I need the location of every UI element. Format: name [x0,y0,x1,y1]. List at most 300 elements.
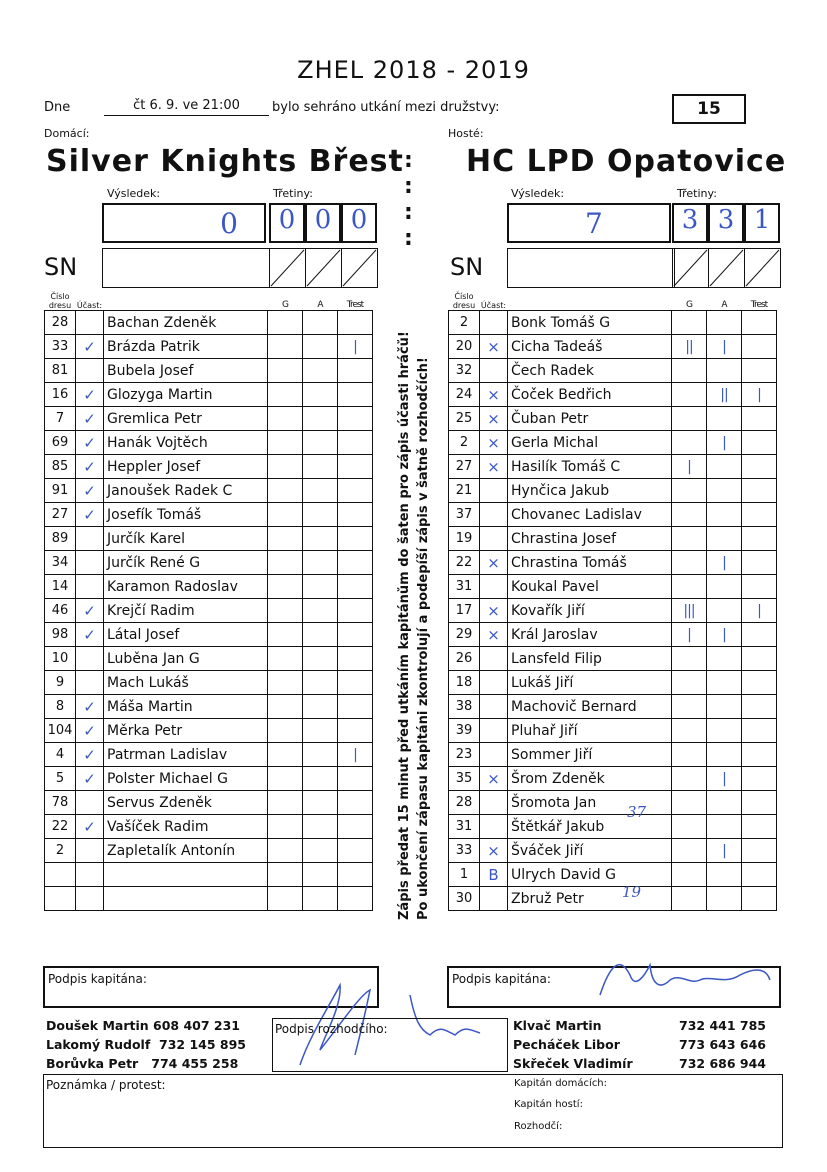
goals-mark [672,671,707,695]
participation-mark[interactable] [480,479,508,503]
player-row [45,527,373,551]
participation-mark[interactable]: ✓ [76,503,104,527]
assists-mark [707,863,742,887]
goals-mark [672,503,707,527]
participation-mark[interactable]: ✓ [76,743,104,767]
participation-mark[interactable]: ✓ [76,383,104,407]
assists-mark [303,335,338,359]
assists-mark [303,695,338,719]
player-row [45,671,373,695]
referee-sign-label: Podpis rozhodčího: [275,1022,388,1036]
away-period-1: 3 [672,203,708,243]
player-name: Čech Radek [508,359,672,383]
player-row [449,743,777,767]
jersey-number: 18 [449,671,480,695]
away-result-value: 7 [585,207,603,240]
home-result-label: Výsledek: [107,187,161,200]
player-row [45,647,373,671]
participation-mark[interactable]: × [480,839,508,863]
home-captain-label: Kapitán domácích: [514,1078,608,1089]
assists-mark: | [707,335,742,359]
participation-mark[interactable]: × [480,335,508,359]
player-name: Kovařík Jiří [508,599,672,623]
participation-mark[interactable]: × [480,623,508,647]
player-name: Hanák Vojtěch [104,431,268,455]
jersey-number: 28 [45,311,76,335]
goals-mark [672,815,707,839]
separator-dots: : : : : [404,148,413,251]
handwritten-signature-away [590,945,780,1005]
player-row [45,863,373,887]
player-row [45,383,373,407]
penalty-mark [742,503,777,527]
home-captain-sign-label: Podpis kapitána: [48,972,147,986]
participation-mark[interactable] [76,647,104,671]
penalty-mark [338,887,373,911]
participation-mark[interactable]: ✓ [76,719,104,743]
jersey-number: 10 [45,647,76,671]
player-name: Čuban Petr [508,407,672,431]
penalty-mark [742,815,777,839]
player-row [449,623,777,647]
penalty-mark [742,575,777,599]
penalty-mark [338,623,373,647]
player-row [45,311,373,335]
player-row [449,479,777,503]
participation-mark[interactable] [480,575,508,599]
away-captain-sign-label: Podpis kapitána: [452,972,551,986]
penalty-mark [338,503,373,527]
assists-mark: | [707,839,742,863]
away-result-box [507,203,671,243]
player-row [449,863,777,887]
home-periods-label: Třetiny: [273,187,313,200]
jersey-number: 46 [45,599,76,623]
assists-mark [303,791,338,815]
goals-mark [672,839,707,863]
assists-mark [707,407,742,431]
referee-label: Rozhodčí: [514,1121,563,1132]
goals-mark [672,575,707,599]
penalty-mark [742,719,777,743]
penalty-mark [338,311,373,335]
participation-mark[interactable]: ✓ [76,695,104,719]
jersey-number: 91 [45,479,76,503]
player-row [45,791,373,815]
goals-mark [268,671,303,695]
referee-sign-box[interactable] [272,1018,508,1072]
participation-mark[interactable]: ✓ [76,431,104,455]
jersey-number: 31 [449,575,480,599]
goals-mark [268,455,303,479]
assists-mark: | [707,431,742,455]
penalty-mark [338,383,373,407]
penalty-mark [742,767,777,791]
goals-mark: ||| [672,599,707,623]
home-period-2: 0 [305,203,341,243]
contacts-right-names: Klvač Martin Pecháček Libor Skřeček Vladimír [513,1018,633,1071]
col-participation-header: Účast: [480,301,507,310]
goals-mark [268,551,303,575]
participation-mark[interactable]: × [480,767,508,791]
player-row [449,791,777,815]
player-name: Pluhař Jiří [508,719,672,743]
participation-mark[interactable]: ✓ [76,335,104,359]
home-sn-label: SN [44,253,78,281]
player-row [45,719,373,743]
assists-mark [303,599,338,623]
player-name: Jurčík René G [104,551,268,575]
jersey-number: 104 [45,719,76,743]
penalty-mark [742,743,777,767]
goals-mark [268,839,303,863]
participation-mark[interactable] [76,887,104,911]
player-row [45,623,373,647]
penalty-mark [742,479,777,503]
assists-mark [303,311,338,335]
player-name: Ulrych David G [508,863,672,887]
goals-mark [268,311,303,335]
away-sn-period-boxes [672,248,781,288]
col-number-header: Číslo dresu [48,292,72,310]
goals-mark [672,767,707,791]
player-row [45,503,373,527]
player-name: Sommer Jiří [508,743,672,767]
assists-mark [707,479,742,503]
assists-mark [707,719,742,743]
home-sn-box [102,248,270,288]
goals-mark [268,887,303,911]
goals-mark [672,743,707,767]
participation-mark[interactable]: B [480,863,508,887]
player-name: Jurčík Karel [104,527,268,551]
jersey-number: 25 [449,407,480,431]
jersey-number: 9 [45,671,76,695]
jersey-number: 33 [449,839,480,863]
jersey-number: 29 [449,623,480,647]
penalty-mark [338,479,373,503]
player-row [449,431,777,455]
assists-mark [707,887,742,911]
participation-mark[interactable] [480,647,508,671]
penalty-mark [338,359,373,383]
assists-mark [707,455,742,479]
penalty-mark [742,863,777,887]
player-name: Vašíček Radim [104,815,268,839]
participation-mark[interactable] [480,815,508,839]
player-row [449,407,777,431]
player-row [449,671,777,695]
goals-mark [672,551,707,575]
player-name: Měrka Petr [104,719,268,743]
svacek-handwritten-note: 19 [622,883,642,901]
player-name: Bonk Tomáš G [508,311,672,335]
participation-mark[interactable] [480,791,508,815]
player-row [449,839,777,863]
assists-mark [707,671,742,695]
penalty-mark [742,839,777,863]
goals-mark [268,623,303,647]
participation-mark[interactable] [480,527,508,551]
jersey-number: 1 [449,863,480,887]
player-name: Karamon Radoslav [104,575,268,599]
away-periods-label: Třetiny: [677,187,717,200]
jersey-number: 2 [45,839,76,863]
assists-mark [303,359,338,383]
penalty-mark [338,455,373,479]
goals-mark [672,359,707,383]
jersey-number: 85 [45,455,76,479]
player-row [45,839,373,863]
assists-mark: || [707,383,742,407]
away-sn-label: SN [450,253,484,281]
goals-mark [672,311,707,335]
home-roster-table [44,292,373,911]
jersey-number: 16 [45,383,76,407]
player-row [45,887,373,911]
participation-mark[interactable] [480,719,508,743]
home-sn-period-boxes [269,248,378,288]
penalty-mark [742,623,777,647]
participation-mark[interactable]: × [480,431,508,455]
goals-mark [672,479,707,503]
player-row [45,455,373,479]
jersey-number: 17 [449,599,480,623]
jersey-number: 37 [449,503,480,527]
goals-mark [268,863,303,887]
jersey-number: 2 [449,431,480,455]
goals-mark [268,431,303,455]
player-row [45,407,373,431]
player-name: Čoček Bedřich [508,383,672,407]
goals-mark [268,743,303,767]
player-name: Máša Martin [104,695,268,719]
goals-mark: | [672,623,707,647]
jersey-number [45,863,76,887]
player-row [449,695,777,719]
player-row [449,503,777,527]
player-name: Zbruž Petr [508,887,672,911]
participation-mark[interactable]: ✓ [76,455,104,479]
participation-mark[interactable] [480,671,508,695]
player-name: Chrastina Josef [508,527,672,551]
penalty-mark [338,671,373,695]
jersey-number: 31 [449,815,480,839]
player-name: Glozyga Martin [104,383,268,407]
assists-mark [303,503,338,527]
participation-mark[interactable]: × [480,455,508,479]
player-name: Chovanec Ladislav [508,503,672,527]
jersey-number: 7 [45,407,76,431]
player-name: Zapletalík Antonín [104,839,268,863]
player-name: Král Jaroslav [508,623,672,647]
penalty-mark [338,791,373,815]
player-row [45,743,373,767]
penalty-mark [742,647,777,671]
participation-mark[interactable] [76,311,104,335]
penalty-mark: | [742,599,777,623]
player-row [45,695,373,719]
penalty-mark [742,551,777,575]
participation-mark[interactable] [480,743,508,767]
col-penalty-header: Trest [750,300,768,310]
date-value: čt 6. 9. ve 21:00 [104,98,269,116]
penalty-mark: | [338,743,373,767]
player-name: Polster Michael G [104,767,268,791]
assists-mark: | [707,767,742,791]
participation-mark[interactable]: × [480,407,508,431]
contact-left-1: Doušek Martin 608 407 231 [46,1018,240,1033]
penalty-mark [338,839,373,863]
goals-mark: | [672,455,707,479]
participation-mark[interactable]: ✓ [76,623,104,647]
player-row [449,455,777,479]
participation-mark[interactable]: ✓ [76,479,104,503]
jersey-number: 20 [449,335,480,359]
player-row [45,767,373,791]
note-protest-box[interactable] [43,1074,783,1148]
player-row [449,719,777,743]
goals-mark [268,359,303,383]
player-name: Gremlica Petr [104,407,268,431]
assists-mark [303,623,338,647]
participation-mark[interactable] [480,503,508,527]
jersey-number: 4 [45,743,76,767]
date-label: Dne [44,100,71,115]
participation-mark[interactable] [480,359,508,383]
jersey-number: 35 [449,767,480,791]
match-number: 15 [672,94,746,124]
jersey-number: 27 [45,503,76,527]
assists-mark [707,599,742,623]
assists-mark [303,479,338,503]
notice-line-1: Zápis předat 15 minut před utkáním kapitánům do šaten pro zápis účasti hráčů! [397,331,412,920]
jersey-number: 21 [449,479,480,503]
participation-mark[interactable] [76,863,104,887]
goals-mark [672,647,707,671]
assists-mark [303,815,338,839]
penalty-mark [742,335,777,359]
penalty-mark [338,599,373,623]
participation-mark[interactable] [480,695,508,719]
penalty-mark [338,575,373,599]
player-row [449,359,777,383]
assists-mark [303,431,338,455]
participation-mark[interactable]: ✓ [76,815,104,839]
away-period-3: 1 [744,203,780,243]
player-row [45,335,373,359]
assists-mark [303,407,338,431]
col-assists-header: A [317,300,323,310]
penalty-mark [338,863,373,887]
assists-mark [303,719,338,743]
player-row [449,335,777,359]
penalty-mark [742,527,777,551]
penalty-mark [338,431,373,455]
player-row [45,359,373,383]
assists-mark [707,359,742,383]
player-name: Šrom Zdeněk [508,767,672,791]
participation-mark[interactable]: × [480,383,508,407]
player-name: Machovič Bernard [508,695,672,719]
penalty-mark [742,455,777,479]
assists-mark [303,743,338,767]
goals-mark [672,719,707,743]
participation-mark[interactable] [76,551,104,575]
goals-mark [268,791,303,815]
home-team-name: Silver Knights Břest [46,144,404,179]
participation-mark[interactable] [76,575,104,599]
jersey-number: 34 [45,551,76,575]
goals-mark [268,335,303,359]
participation-mark[interactable] [480,887,508,911]
player-row [45,575,373,599]
player-name [104,863,268,887]
player-name: Krejčí Radim [104,599,268,623]
contact-left-2: Lakomý Rudolf 732 145 895 [46,1037,246,1052]
participation-mark[interactable]: ✓ [76,767,104,791]
participation-mark[interactable]: × [480,599,508,623]
player-row [45,551,373,575]
participation-mark[interactable]: × [480,551,508,575]
jersey-number: 22 [449,551,480,575]
penalty-mark [338,695,373,719]
participation-mark[interactable] [76,671,104,695]
assists-mark [303,671,338,695]
player-name: Lansfeld Filip [508,647,672,671]
assists-mark [303,839,338,863]
goals-mark [268,503,303,527]
jersey-number [45,887,76,911]
assists-mark [303,455,338,479]
participation-mark[interactable] [76,359,104,383]
player-name: Patrman Ladislav [104,743,268,767]
assists-mark [303,551,338,575]
jersey-number: 5 [45,767,76,791]
col-number-header: Číslo dresu [452,292,476,310]
player-row [449,887,777,911]
participation-mark[interactable]: ✓ [76,407,104,431]
jersey-number: 24 [449,383,480,407]
player-name: Josefík Tomáš [104,503,268,527]
player-row [449,647,777,671]
player-name: Hasilík Tomáš C [508,455,672,479]
penalty-mark [338,815,373,839]
participation-mark[interactable] [480,311,508,335]
assists-mark [303,887,338,911]
participation-mark[interactable]: ✓ [76,599,104,623]
assists-mark: | [707,551,742,575]
assists-mark [707,575,742,599]
participation-mark[interactable] [76,791,104,815]
penalty-mark [742,431,777,455]
col-assists-header: A [721,300,727,310]
player-name [104,887,268,911]
penalty-mark [338,647,373,671]
jersey-number: 2 [449,311,480,335]
goals-mark [268,695,303,719]
away-result-label: Výsledek: [511,187,565,200]
home-period-1: 0 [269,203,305,243]
assists-mark [707,815,742,839]
participation-mark[interactable] [76,839,104,863]
home-roster-header [45,292,373,311]
assists-mark: | [707,623,742,647]
participation-mark[interactable] [76,527,104,551]
home-period-3: 0 [341,203,377,243]
player-name: Lukáš Jiří [508,671,672,695]
away-period-2: 3 [708,203,744,243]
